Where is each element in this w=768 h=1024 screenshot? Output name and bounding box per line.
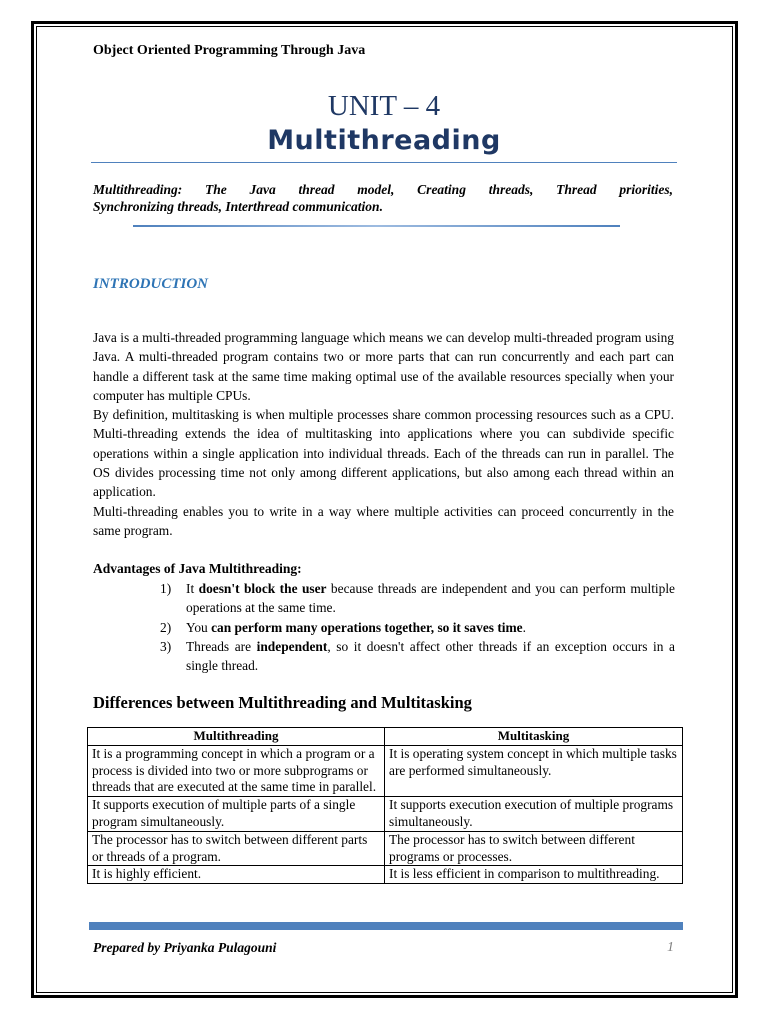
advantages-list (160, 579, 675, 675)
title-divider (91, 162, 677, 163)
differences-table (87, 727, 683, 884)
advantage-item (160, 579, 675, 618)
table-row (88, 745, 683, 796)
footer-divider (89, 922, 683, 930)
advantage-number: 1) (160, 581, 172, 596)
unit-number: UNIT – 4 (327, 90, 441, 122)
introduction-paragraph: Java is a multi-threaded programming language which means we can develop multi-threaded program using Java. A multi-threaded program contains two or more parts that can run concurrently and each part can handle a different task at the same time making optimal use of the available resources specially when your computer has multiple CPUs. (93, 330, 674, 403)
introduction-paragraph: Multi-threading enables you to write in a way where multiple activities can proceed concurrently in the same program. (93, 503, 674, 538)
advantage-text: . (522, 619, 526, 635)
advantage-number: 3) (160, 638, 172, 654)
advantage-text: because threads are independent and you can perform multiple operations at the same time. (186, 581, 675, 616)
table-header-row (88, 728, 683, 746)
advantage-text: Threads are (186, 638, 257, 654)
table-cell: The processor has to switch between different parts or threads of a program. (88, 831, 385, 866)
advantage-text: You (186, 619, 212, 635)
advantage-item (160, 618, 675, 637)
differences-heading: Differences between Multithreading and Multitasking (93, 693, 472, 712)
unit-topics-line-1: Multithreading: The Java thread model, Creating threads, Thread priorities, (93, 182, 673, 197)
table-cell: It is a programming concept in which a program or a process is divided into two or more subprograms or threads that are executed at the same time in parallel. (88, 745, 385, 796)
table-row (88, 831, 683, 866)
column-header-multitasking: Multitasking (385, 728, 683, 746)
table-cell: The processor has to switch between different programs or processes. (385, 831, 683, 866)
table-row (88, 866, 683, 884)
table-cell: It is highly efficient. (88, 866, 385, 884)
footer-author: Prepared by Priyanka Pulagouni (93, 940, 277, 955)
advantage-emphasis: can perform many operations together, so it saves time (211, 619, 523, 635)
course-title: Object Oriented Programming Through Java (93, 43, 366, 58)
table-cell: It supports execution execution of multiple programs simultaneously. (385, 797, 683, 832)
page-number: 1 (667, 940, 674, 955)
table-cell: It supports execution of multiple parts of a single program simultaneously. (88, 797, 385, 832)
advantage-number: 2) (160, 619, 172, 635)
unit-name: Multithreading (267, 125, 501, 156)
advantage-emphasis: doesn't block the user (198, 581, 327, 596)
introduction-heading: INTRODUCTION (93, 276, 209, 292)
advantage-emphasis: independent (256, 638, 328, 654)
introduction-paragraph: By definition, multitasking is when multiple processes share common processing resources such as a CPU. Multi-threading extends the idea of multitasking into applications where you can subdivide specific operations within a single application into individual threads. Each of the threads can run in parallel. The OS divides processing time not only among different applications, but also among each thread within an application. (93, 407, 674, 500)
advantage-text: It (186, 581, 199, 596)
table-row (88, 797, 683, 832)
advantages-heading: Advantages of Java Multithreading: (93, 561, 302, 576)
table-cell: It is less efficient in comparison to multithreading. (385, 866, 683, 884)
topics-divider (133, 225, 620, 227)
unit-topics (93, 181, 673, 215)
advantage-text: , so it doesn't affect other threads if an exception occurs in a single thread. (186, 638, 675, 674)
advantage-item (160, 637, 675, 676)
column-header-multithreading: Multithreading (88, 728, 385, 746)
unit-topics-line-2: Synchronizing threads, Interthread communication. (93, 199, 383, 214)
introduction-body (93, 328, 674, 540)
table-cell: It is operating system concept in which multiple tasks are performed simultaneously. (385, 745, 683, 796)
